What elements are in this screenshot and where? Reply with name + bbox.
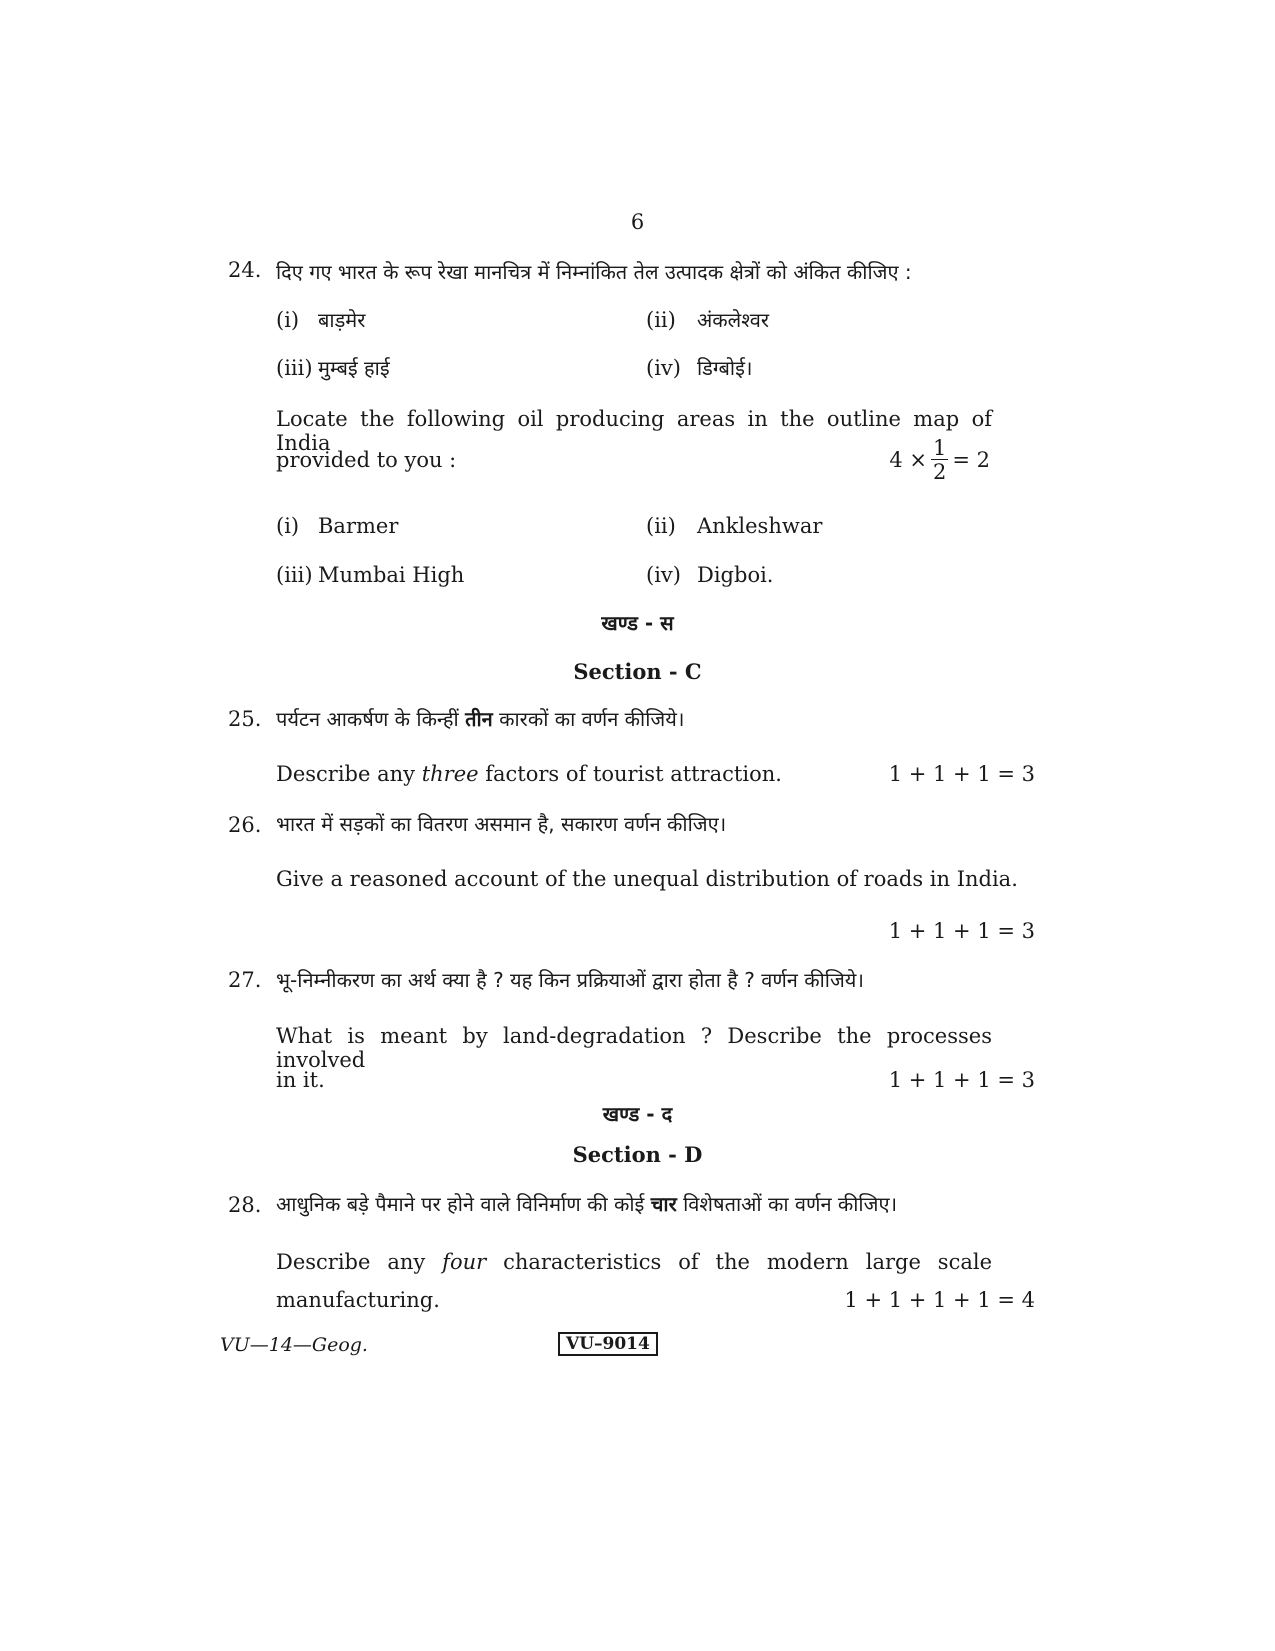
q28-english-word-modern: modern (766, 1250, 849, 1274)
fraction-denominator: 2 (932, 459, 947, 484)
q25-english-italic: three (421, 762, 479, 786)
q28-english-word-any: any (387, 1250, 426, 1274)
q28-english-italic: four (442, 1250, 487, 1274)
question-28-number: 28. (228, 1193, 262, 1217)
question-25-english (276, 762, 782, 786)
q24-english-option-ii-text: Ankleshwar (697, 514, 823, 538)
question-24-english-line1: Locate the following oil producing areas in the outline map of India (276, 407, 992, 455)
q28-english-word-characteristics: characteristics (503, 1250, 662, 1274)
q28-hindi-pre: आधुनिक बड़े पैमाने पर होने वाले विनिर्माण की कोई (276, 1192, 651, 1216)
q24-english-option-i-text: Barmer (318, 514, 399, 538)
q24-english-option-i-label: (i) (276, 514, 300, 538)
question-26-english: Give a reasoned account of the unequal distribution of roads in India. (276, 867, 1018, 891)
q24-english-option-ii-label: (ii) (646, 514, 676, 538)
q28-english-word-describe: Describe (276, 1250, 371, 1274)
section-d-heading: Section - D (572, 1142, 703, 1167)
q24-english-option-iii-label: (iii) (276, 563, 313, 587)
fraction-numerator: 1 (932, 435, 947, 460)
q25-english-pre: Describe any (276, 762, 422, 786)
q25-hindi-pre: पर्यटन आकर्षण के किन्हीं (276, 707, 466, 731)
marks-suffix: = 2 (952, 448, 990, 472)
question-27-marks: 1 + 1 + 1 = 3 (888, 1068, 1035, 1092)
question-24-english-line2: provided to you : (276, 448, 457, 472)
marks-fraction (931, 435, 948, 484)
question-27-english-line2: in it. (276, 1068, 325, 1092)
question-28-english-line1 (276, 1250, 992, 1274)
q25-english-post: factors of tourist attraction. (478, 762, 782, 786)
footer-paper-code: VU–9014 (558, 1332, 658, 1356)
question-24-marks (889, 434, 990, 486)
q24-hindi-option-i-label: (i) (276, 308, 300, 332)
q28-english-word-scale: scale (937, 1250, 992, 1274)
question-28-hindi (276, 1190, 897, 1217)
q25-hindi-post: कारकों का वर्णन कीजिये। (492, 707, 685, 731)
footer-course-code: VU—14—Geog. (220, 1334, 368, 1356)
section-c-heading: Section - C (573, 659, 702, 684)
marks-prefix: 4 × (889, 448, 927, 472)
question-28-marks: 1 + 1 + 1 + 1 = 4 (844, 1288, 1035, 1312)
question-24-number: 24. (228, 258, 262, 282)
footer-paper-code-box (558, 1334, 658, 1354)
question-27-english-line1: What is meant by land-degradation ? Describe the processes involved (276, 1024, 992, 1072)
section-c-hindi-heading: खण्ड - स (601, 611, 674, 635)
q24-english-option-iv-label: (iv) (646, 563, 681, 587)
q24-english-option-iv-text: Digboi. (697, 563, 774, 587)
q28-english-word-of: of (678, 1250, 699, 1274)
question-26-number: 26. (228, 813, 262, 837)
page-number: 6 (630, 210, 645, 234)
q24-hindi-option-iv-text: डिग्बोई। (697, 356, 753, 380)
question-24-hindi: दिए गए भारत के रूप रेखा मानचित्र में निम्नांकित तेल उत्पादक क्षेत्रों को अंकित कीजिए : (276, 260, 912, 284)
q28-english-word-the: the (715, 1250, 750, 1274)
q25-hindi-bold: तीन (465, 707, 493, 731)
question-26-marks: 1 + 1 + 1 = 3 (888, 919, 1035, 943)
question-28-english-line2: manufacturing. (276, 1288, 440, 1312)
q24-hindi-option-ii-label: (ii) (646, 308, 676, 332)
question-27-number: 27. (228, 968, 262, 992)
section-d-hindi-heading: खण्ड - द (602, 1102, 673, 1126)
q24-hindi-option-iv-label: (iv) (646, 356, 681, 380)
question-25-number: 25. (228, 707, 262, 731)
q28-hindi-bold: चार (650, 1192, 677, 1216)
q28-hindi-post: विशेषताओं का वर्णन कीजिए। (676, 1192, 898, 1216)
question-26-hindi: भारत में सड़कों का वितरण असमान है, सकारण वर्णन कीजिए। (276, 812, 727, 836)
q24-english-option-iii-text: Mumbai High (318, 563, 465, 587)
question-27-hindi: भू-निम्नीकरण का अर्थ क्या है ? यह किन प्रक्रियाओं द्वारा होता है ? वर्णन कीजिये। (276, 968, 864, 992)
q24-hindi-option-ii-text: अंकलेश्वर (697, 308, 769, 332)
q24-hindi-option-iii-text: मुम्बई हाई (318, 356, 390, 380)
question-25-marks: 1 + 1 + 1 = 3 (888, 762, 1035, 786)
q24-hindi-option-iii-label: (iii) (276, 356, 313, 380)
q28-english-word-large: large (865, 1250, 921, 1274)
q24-hindi-option-i-text: बाड़मेर (318, 308, 366, 332)
question-25-hindi (276, 705, 684, 732)
